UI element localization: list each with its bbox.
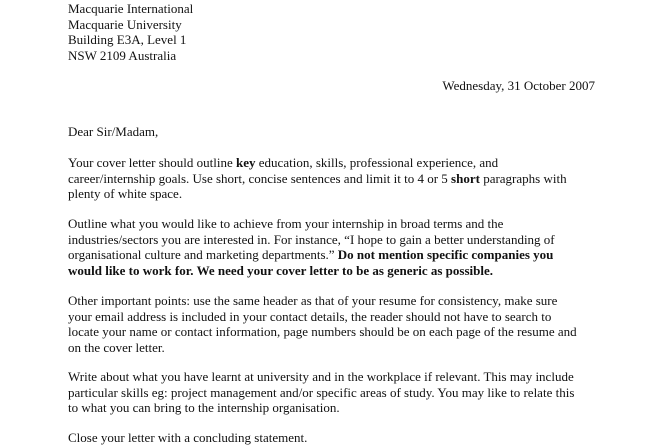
address-line: Macquarie University [68,16,182,32]
emphasis-text: Do not mention specific companies you [337,247,554,262]
text-line: Close your letter with a concluding statement. [68,430,308,445]
text-line: to what you can bring to the internship organisation. [68,400,340,415]
salutation: Dear Sir/Madam, [68,124,159,139]
text-line [68,263,608,279]
emphasis-text: short [451,170,480,186]
text-line: Outline what you would like to achieve from your internship in broad terms and the [68,216,504,231]
address-line: Macquarie International [68,1,194,16]
emphasis-text: key [236,155,256,170]
letter-date: Wednesday, 31 October 2007 [442,78,595,93]
text-line: Write about what you have learnt at university and in the workplace if relevant. This may include [68,369,574,384]
text-line [68,171,608,187]
paragraph-experience [68,369,608,416]
text-run: paragraphs with [479,170,567,186]
text-line: plenty of white space. [68,186,183,201]
text-line: on the cover letter. [68,339,165,355]
paragraph-intro [68,155,608,202]
text-line: locate your name or contact information, page numbers should be on each page of the resume and [68,324,577,339]
address-line: Building E3A, Level 1 [68,32,187,47]
paragraph-goals [68,216,608,278]
paragraph-other-points [68,293,608,355]
text-run: organisational culture and marketing departments.” [68,247,338,262]
text-run: Your cover letter should outline [68,155,237,170]
address-line: NSW 2109 Australia [68,47,177,63]
text-line [68,155,608,171]
text-line: Other important points: use the same header as that of your resume for consistency, make sure [68,293,558,308]
text-line: particular skills eg: project management and/or specific areas of study. You may like to relate this [68,384,575,400]
text-line: industries/sectors you are interested in. For instance, “I hope to gain a better understanding of [68,231,555,247]
text-run: career/internship goals. Use short, concise sentences and limit it to 4 or 5 [68,170,452,186]
paragraph-closing [68,430,608,446]
text-line [68,247,608,263]
emphasis-text: would like to work for. We need your cover letter to be as generic as possible. [68,262,494,278]
text-line: your email address is included in your contact details, the reader should not have to search to [68,308,552,324]
text-run: education, skills, professional experience, and [255,155,499,170]
sender-address [68,1,368,63]
